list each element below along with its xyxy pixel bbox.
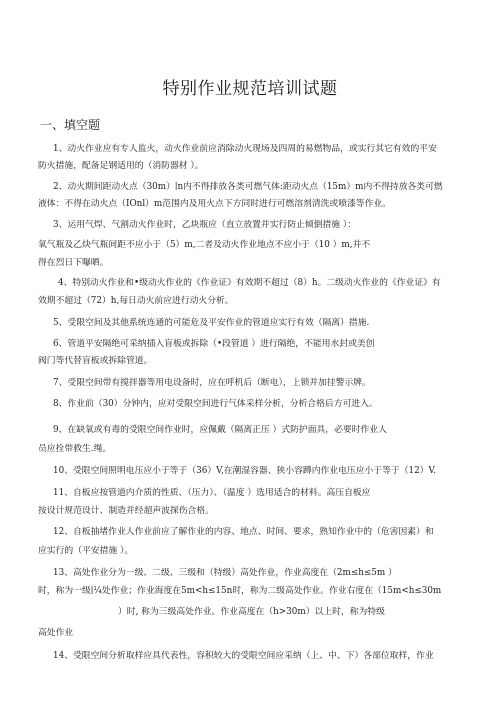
- question-line: 2、动火期间距动火点（30m）∣n内不得排放各类可燃气体:距动火点（15m）m内不得持放各类可燃: [53, 182, 443, 192]
- question-line: 12、自板抽堵作业人作业前应了解作业的内容、地点、时间、要求，熟知作业中的（危害因素）和: [53, 527, 434, 537]
- question-line: 10、受限空间照明电压应小于等于（36）V,在潮湿容器、狭小容蹲内作业电压应小于等于（12）V.: [53, 466, 437, 476]
- question-line: 11、自板应按管道内介质的性质、（压力）、（温度 ）选用适合的材料。高压自板应: [53, 488, 371, 498]
- question-line: 6、管道平安隔绝可采纳插入盲板或拆除（•段管道 ）进行隔绝，不能用水封或美创: [53, 339, 375, 349]
- question-line: 高处作业: [38, 628, 74, 638]
- section-heading: 一、填空题: [40, 118, 101, 132]
- question-line: 按设计规范设计、制造并经超声波探伤合格。: [38, 506, 214, 516]
- question-line: 5、受限空间及其他系统连通的可能危及平安作业的管道应实行有效（隔离）措施.: [53, 318, 370, 328]
- question-line: 1、动火作业应有专人监火，动火作业前应消除动火现场及四周的易燃物品，或实行其它有效的平安: [53, 144, 437, 154]
- question-line: 氧气瓶及乙炔气瓶间距不应小于（5）m,二者及动火作业地点不应小于（10 ）m,并不: [38, 240, 371, 250]
- question-line: 效期不超过（72）h,每日动火前应进行动火分析。: [38, 296, 234, 306]
- question-line: 14、受限空间分析取样应具代表性，容积较大的受限空间应采纳（上、中、下）各部位取样，作业: [53, 651, 434, 661]
- question-line: 8、作业前（30）分钟内，应对受限空间进行气体采样分析，分析合格后方可进入。: [53, 399, 378, 409]
- question-line: 13、高处作业分为一级、二级、三级和（特级）高处作业，作业高度在（2m≤h≤5m ）: [53, 568, 397, 578]
- question-line: 4、特别动火作业和•级动火作业的《作业证》有效期不超过（8）h。二级动火作业的《作业证》有: [58, 278, 441, 288]
- question-line: 3、运用气焊、气割动火作业时，乙块瓶应（直立放置并实行防止倾倒措施 ）：: [53, 220, 357, 230]
- question-line: ）时, 称为三级高处作业。作业高度在（h>30m）以上时，称为特级: [118, 607, 385, 617]
- question-line: 应实行的（平安措施 ）。: [38, 546, 134, 556]
- question-line: 防火措施，配备足钢适用的（消防器材 ）。: [38, 161, 204, 171]
- question-line: 员应拴带救生.绳。: [38, 444, 112, 454]
- question-line: 阀门等代替盲板或拆除管道。: [38, 356, 153, 366]
- document-title: 特别作业规范培训试题: [162, 79, 338, 99]
- question-line: 得在烈日下曝晒。: [38, 258, 109, 268]
- question-line: 9、在缺氧或有毒的受限空间作业时，应佩戴（隔离正压 ）式防护面具，必要时作业人: [53, 425, 387, 435]
- question-line: 液体：不得在动火点（IOnl）m范围内及用火点下方同时进行可燃溶剂清洗或喷漆等作业。: [38, 199, 391, 209]
- question-line: 时，称为一级∣¼处作业；作业海度在5m<h≤15n时，称为二级高处作业。作业右度在（15m<h≤30m: [38, 586, 442, 596]
- question-line: 7、受限空间带有搅拌器等用电设备时，应在呼机后（断电），上锁并加挂警示牌。: [53, 378, 371, 388]
